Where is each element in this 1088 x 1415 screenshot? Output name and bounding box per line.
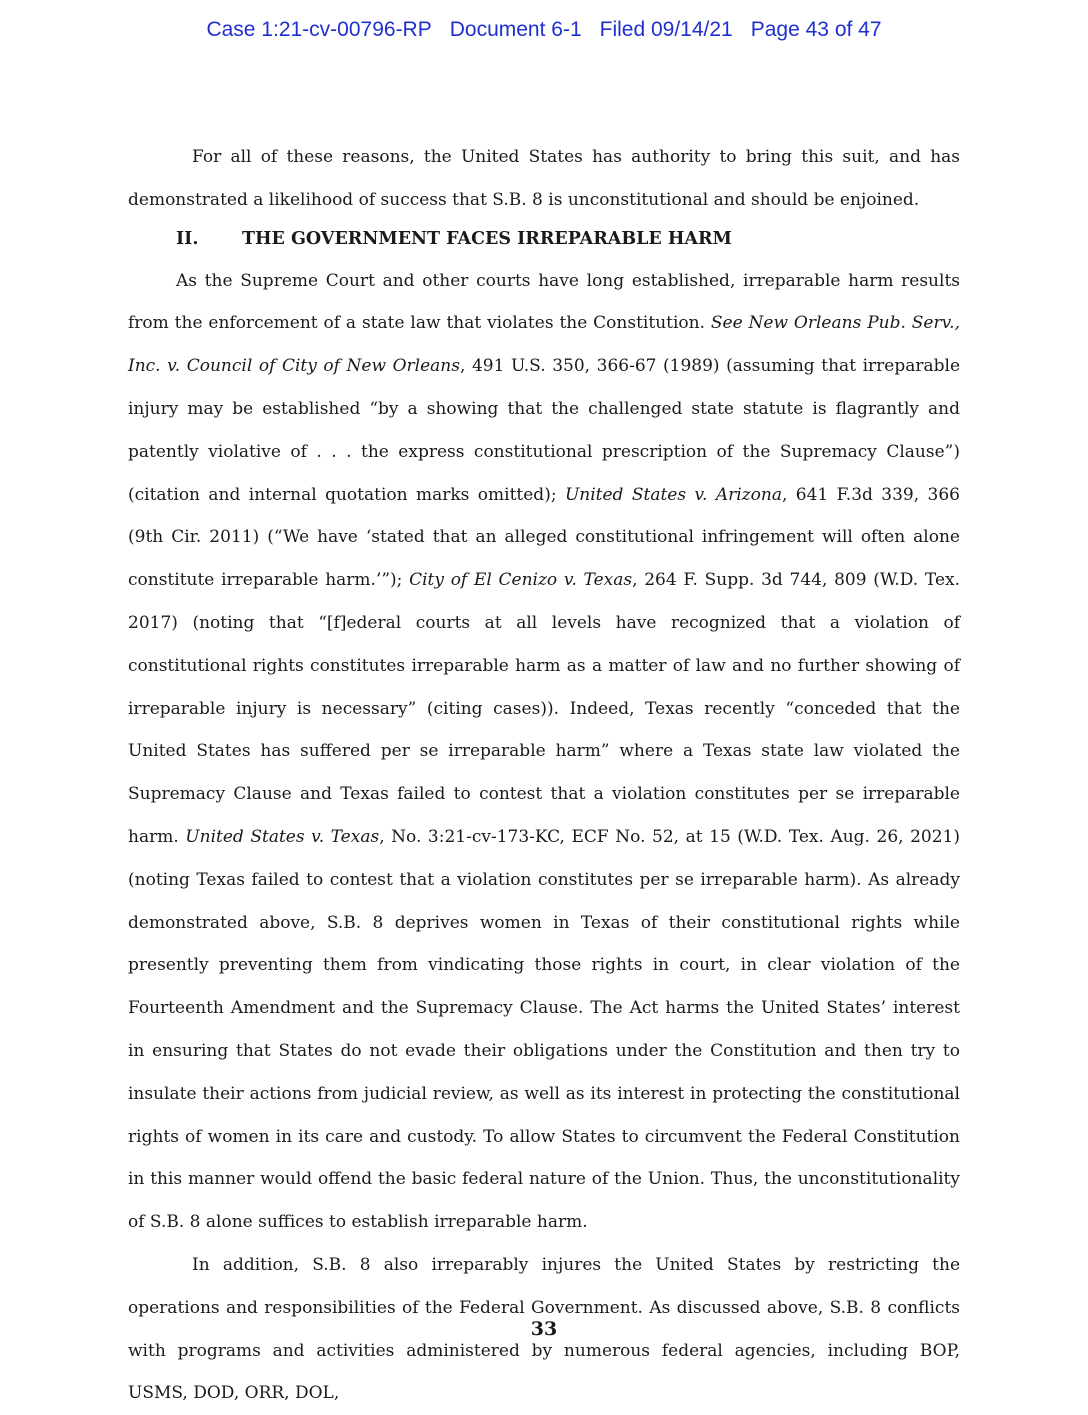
section-title: THE GOVERNMENT FACES IRREPARABLE HARM	[242, 228, 732, 249]
text-run: As the Supreme Court and other courts have long established, irreparable harm results from the enforcement of a state law that violates the Constitution.	[128, 270, 960, 334]
document-number: Document 6-1	[449, 18, 582, 41]
paragraph-irreparable-harm	[128, 260, 960, 1244]
document-body	[128, 136, 960, 1415]
page-number: 33	[530, 1318, 558, 1340]
paragraph-conclusion: For all of these reasons, the United States has authority to bring this suit, and has demonstrated a likelihood of success that S.B. 8 is unconstitutional and should be enjoined.	[128, 147, 960, 210]
case-citation: United States v. Texas	[185, 826, 380, 847]
paragraph-federal-operations: In addition, S.B. 8 also irreparably injures the United States by restricting the operations and responsibilities of the Federal Government. As discussed above, S.B. 8 conflicts with programs and activities administered by numerous federal agencies, including BOP, USMS, DOD, ORR, DOL,	[128, 1254, 960, 1404]
case-header	[0, 18, 1088, 42]
filed-date: Filed 09/14/21	[599, 18, 733, 41]
section-number: II.	[176, 228, 199, 249]
case-number: Case 1:21-cv-00796-RP	[206, 18, 432, 41]
text-run: , 264 F. Supp. 3d 744, 809 (W.D. Tex. 2017) (noting that “[f]ederal courts at all levels have recognized that a violation of constitutional rights constitutes irreparable harm as a matter of law and no further showing of irreparable injury is necessary” (citing cases)). Indeed, Texas recently “conceded that the United States has suffered per se irreparable harm” where a Texas state law violated the Supremacy Clause and Texas failed to contest that a violation constitutes per se irreparable harm.	[128, 570, 960, 847]
page-of-total: Page 43 of 47	[750, 18, 882, 41]
case-citation: United States v. Arizona	[564, 484, 782, 505]
section-heading	[128, 224, 960, 254]
case-citation: See New Orleans Pub. Serv., Inc. v. Council of City of New Orleans	[128, 313, 960, 377]
text-run: , 491 U.S. 350, 366-67 (1989) (assuming that irreparable injury may be established “by a showing that the challenged state statute is flagrantly and patently violative of . . . the express constitutional prescription of the Supremacy Clause”) (citation and internal quotation marks omitted);	[128, 356, 961, 505]
text-run: , 641 F.3d 339, 366 (9th Cir. 2011) (“We have ‘stated that an alleged constitutional infringement will often alone constitute irreparable harm.’”);	[128, 484, 960, 591]
case-citation: City of El Cenizo v. Texas	[409, 570, 633, 591]
text-run: , No. 3:21-cv-173-KC, ECF No. 52, at 15 (W.D. Tex. Aug. 26, 2021) (noting Texas failed to contest that a violation constitutes per se irreparable harm). As already demonstrated above, S.B. 8 deprives women in Texas of their constitutional rights while presently preventing them from vindicating those rights in court, in clear violation of the Fourteenth Amendment and the Supremacy Clause. The Act harms the United States’ interest in ensuring that States do not evade their obligations under the Constitution and then try to insulate their actions from judicial review, as well as its interest in protecting the constitutional rights of women in its care and custody. To allow States to circumvent the Federal Constitution in this manner would offend the basic federal nature of the Union. Thus, the unconstitutionality of S.B. 8 alone suffices to establish irreparable harm.	[128, 826, 960, 1233]
